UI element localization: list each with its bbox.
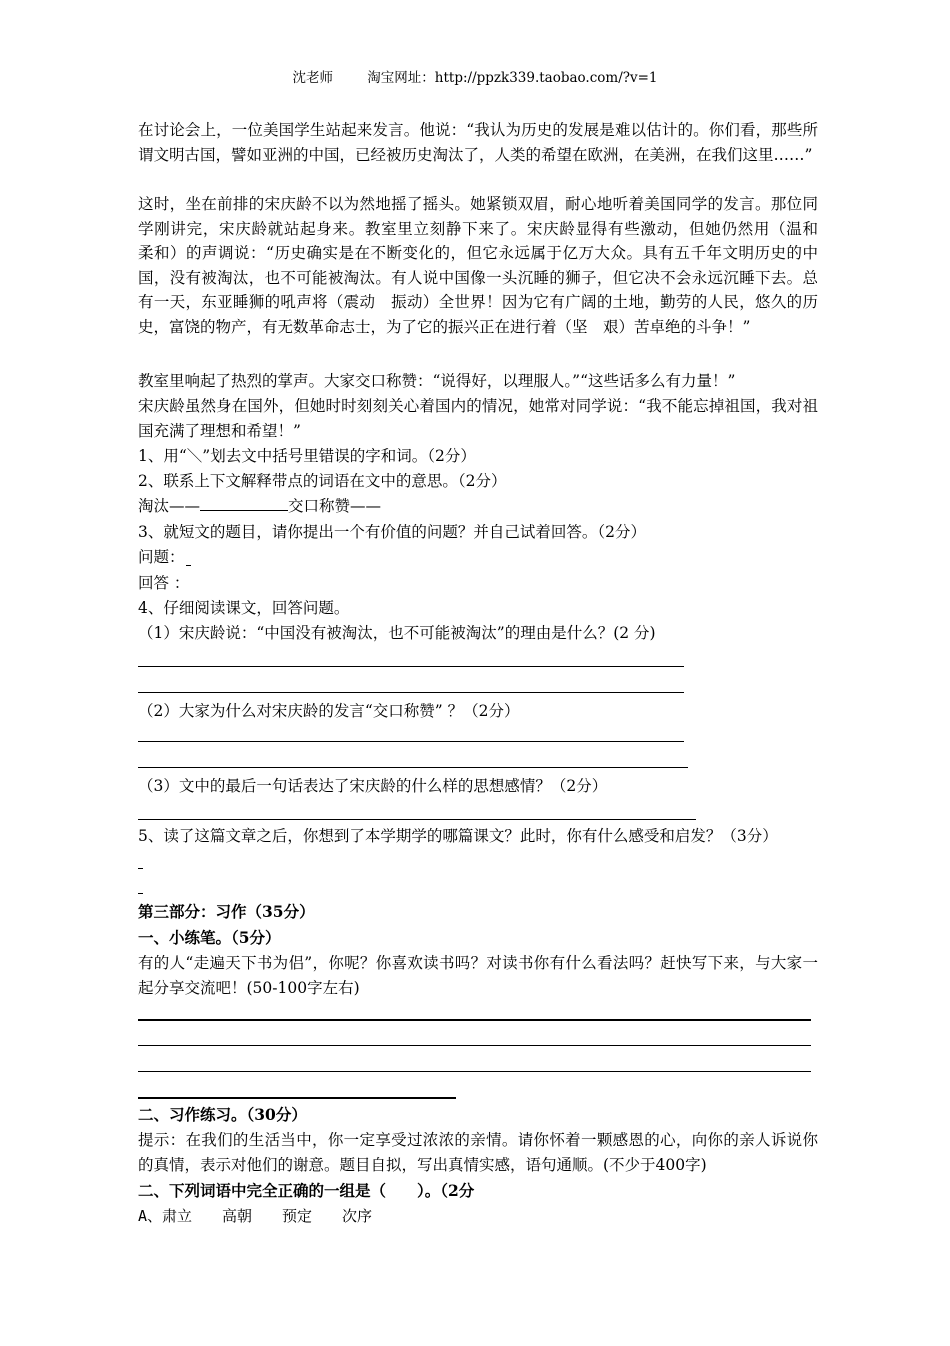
question-4-2: （2）大家为什么对宋庆龄的发言“交口称赞” ？（2分） (138, 702, 520, 720)
passage-paragraph-2: 这时，坐在前排的宋庆龄不以为然地摇了摇头。她紧锁双眉，耐心地听着美国同学的发言。那位同学刚讲完，宋庆龄就站起身来。教室里立刻静下来了。宋庆龄显得有些激动，但她仍然用（温和 柔和）的声调说：“历史确实是在不断变化的，但它永远属于亿万大众。具有五千年文明历史的中国，没有被淘汰，也不可能被淘汰。有人说中国像一头沉睡的狮子，但它决不会永远沉睡下去。总有一天，东亚睡狮的吼声将（震动 振动）全世界！因为它有广阔的土地，勤劳的人民，悠久的历史，富饶的物产，有无数革命志士，为了它的振兴正在进行着（坚 艰）苦卓绝的斗争！” (138, 195, 834, 336)
writing-line[interactable] (138, 1097, 456, 1099)
q2-answer-blank[interactable] (200, 496, 288, 511)
page-header: 沈老师 淘宝网址：http://ppzk339.taobao.com/?v=1 (292, 70, 658, 86)
question-4-3: （3）文中的最后一句话表达了宋庆龄的什么样的思想感情？（2分） (138, 777, 608, 795)
option-a[interactable]: A、肃立 高朝 预定 次序 (138, 1207, 373, 1225)
question-2: 2、联系上下文解释带点的词语在文中的意思。（2分） (138, 472, 507, 490)
question-3-ask: 问题： (138, 548, 185, 566)
answer-line[interactable] (138, 692, 684, 693)
q2-term-jiaokouchengzan: 交口称赞—— (288, 497, 382, 515)
answer-line[interactable] (138, 819, 696, 820)
question-5: 5、读了这篇文章之后，你想到了本学期学的哪篇课文？此时，你有什么感受和启发？（3分） (138, 827, 778, 845)
writing-line[interactable] (138, 1019, 811, 1021)
q2-term-taotai: 淘汰—— (138, 497, 201, 515)
question-3: 3、就短文的题目，请你提出一个有价值的问题？并自己试着回答。（2分） (138, 523, 646, 541)
part3-title: 第三部分：习作（35分） (138, 902, 315, 921)
question-3-answer: 回答 ： (138, 574, 190, 592)
section-2-prompt: 提示：在我们的生活当中，你一定享受过浓浓的亲情。请你怀着一颗感恩的心，向你的亲人诉说你的真情，表示对他们的谢意。题目自拟，写出真情实感，语句通顺。(不少于400字) (138, 1131, 818, 1174)
answer-line[interactable] (138, 767, 688, 768)
question-4: 4、仔细阅读课文，回答问题。 (138, 599, 350, 617)
writing-line[interactable] (138, 1045, 811, 1046)
section-3-title: 二、下列词语中完全正确的一组是（ ）。（2分 (138, 1181, 475, 1200)
question-1: 1、用“＼”划去文中括号里错误的字和词。（2分） (138, 447, 476, 465)
section-1-prompt: 有的人“走遍天下书为侣”，你呢？你喜欢读书吗？对读书你有什么看法吗？赶快写下来，与大家一起分享交流吧！(50-100字左右) (138, 954, 818, 997)
passage-paragraph-1: 在讨论会上，一位美国学生站起来发言。他说：“我认为历史的发展是难以估计的。你们看，那些所谓文明古国，譬如亚洲的中国，已经被历史淘汰了，人类的希望在欧洲，在美洲，在我们这里……” (138, 121, 818, 164)
answer-blank[interactable] (138, 893, 143, 894)
q3-ask-blank[interactable] (186, 565, 191, 566)
passage-paragraph-4: 宋庆龄虽然身在国外，但她时时刻刻关心着国内的情况，她常对同学说：“我不能忘掉祖国，我对祖国充满了理想和希望！” (138, 397, 818, 440)
question-2-answers (138, 494, 381, 518)
answer-line[interactable] (138, 666, 684, 667)
question-4-1: （1）宋庆龄说：“中国没有被淘汰，也不可能被淘汰”的理由是什么？(2 分) (138, 624, 656, 642)
writing-line[interactable] (138, 1071, 811, 1072)
section-1-title: 一、小练笔。（5分） (138, 928, 281, 947)
answer-blank[interactable] (138, 868, 143, 869)
passage-paragraph-3: 教室里响起了热烈的掌声。大家交口称赞：“说得好，以理服人。”“这些话多么有力量！” (138, 372, 736, 390)
answer-line[interactable] (138, 741, 684, 742)
section-2-title: 二、习作练习。（30分） (138, 1105, 307, 1124)
